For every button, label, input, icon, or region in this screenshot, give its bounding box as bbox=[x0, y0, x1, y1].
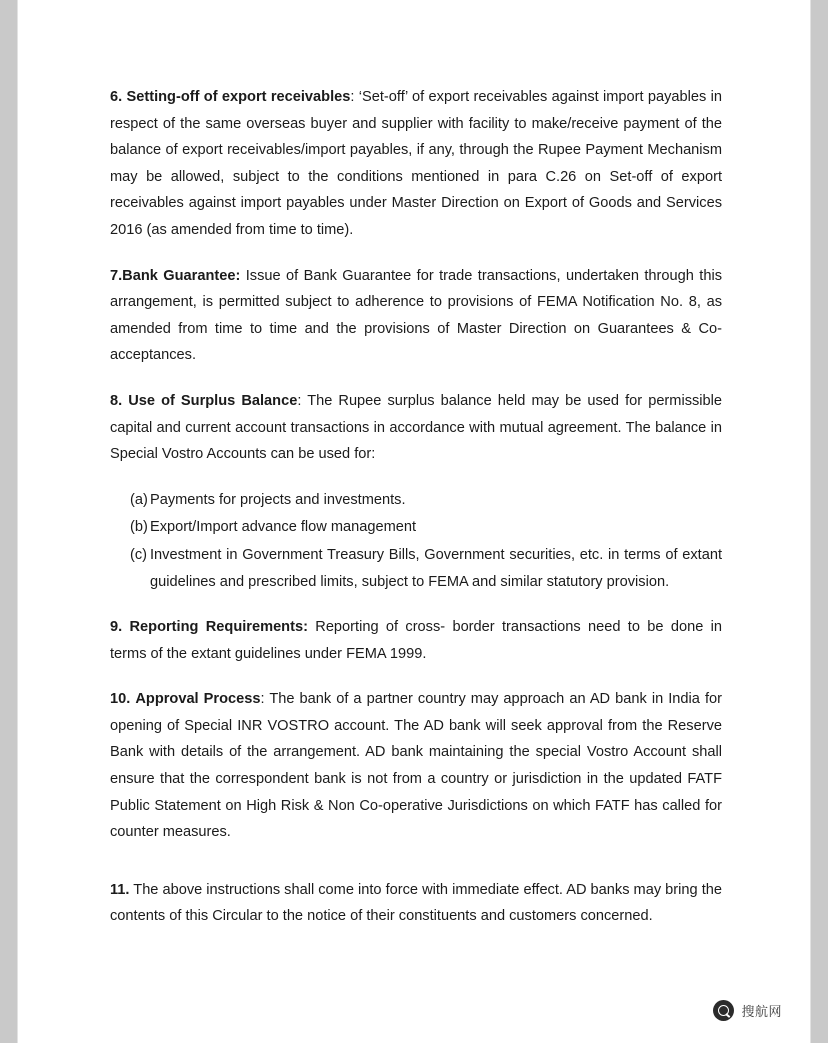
list-item bbox=[110, 542, 722, 595]
paragraph-7-heading: Bank Guarantee: bbox=[122, 267, 241, 284]
paragraph-9-heading: Reporting Requirements: bbox=[129, 619, 308, 636]
list-item bbox=[110, 514, 722, 541]
watermark bbox=[713, 1000, 782, 1021]
paragraph-6-number: 6. bbox=[110, 89, 123, 105]
paragraph-8-text: The Rupee surplus balance held may be used for permissible capital and current account transactions in accordance with mutual agreement. The balance in Special Vostro Accounts can be used for: bbox=[110, 392, 723, 463]
paragraph-9-text: Reporting of cross- border transactions need to be done in terms of the extant guidelines under FEMA 1999. bbox=[110, 619, 723, 662]
paragraph-spacer bbox=[110, 865, 722, 877]
list-item-text: Payments for projects and investments. bbox=[150, 491, 406, 508]
paragraph-10 bbox=[110, 686, 722, 846]
list-item-text: Investment in Government Treasury Bills, Government securities, etc. in terms of extant guidelines and prescribed limits, subject to FEMA and similar statutory provision. bbox=[150, 546, 722, 590]
paragraph-8-separator: : bbox=[297, 392, 308, 409]
list-item-marker: (c) bbox=[130, 546, 148, 563]
paragraph-10-number: 10. bbox=[110, 691, 131, 708]
paragraph-6-text: ‘Set-off’ of export receivables against import payables in respect of the same overseas buyer and supplier with facility to make/receive payment of the balance of export receivables/import payables, if any, through the Rupee Payment Mechanism may be allowed, subject to the conditions mentioned in para C.26 on Set-off of export receivables against import payables under Master Direction on Export of Goods and Services 2016 (as amended from time to time). bbox=[110, 89, 723, 238]
paragraph-8-number: 8. bbox=[110, 392, 123, 409]
paragraph-8 bbox=[110, 388, 722, 468]
paragraph-7-text: Issue of Bank Guarantee for trade transactions, undertaken through this arrangement, is permitted subject to adherence to provisions of FEMA Notification No. 8, as amended from time to time and the provisions of Master Direction on Guarantees & Co-acceptances. bbox=[110, 267, 722, 364]
list-item-marker: (b) bbox=[130, 519, 148, 536]
document-page bbox=[18, 0, 810, 1043]
paragraph-9-number: 9. bbox=[110, 619, 123, 636]
paragraph-8-heading: Use of Surplus Balance bbox=[128, 392, 298, 409]
paragraph-10-heading: Approval Process bbox=[135, 691, 261, 708]
paragraph-10-text: The bank of a partner country may approach an AD bank in India for opening of Special INR VOSTRO account. The AD bank will seek approval from the Reserve Bank with details of the arrangement. AD bank maintaining the special Vostro Account shall ensure that the correspondent bank is not from a country or jurisdiction in the updated FATF Public Statement on High Risk & Non Co-operative Jurisdictions on which FATF has called for counter measures. bbox=[110, 691, 722, 841]
sub-list bbox=[110, 487, 722, 595]
paragraph-7 bbox=[110, 263, 722, 369]
paragraph-11-number: 11. bbox=[110, 881, 130, 898]
paragraph-7-number: 7. bbox=[110, 267, 123, 284]
paragraph-10-separator: : bbox=[260, 691, 270, 708]
document-body bbox=[110, 84, 722, 930]
watermark-label: 搜航网 bbox=[741, 1005, 782, 1020]
list-item-marker: (a) bbox=[130, 491, 148, 508]
magnifier-circle-icon bbox=[713, 1000, 734, 1021]
paragraph-6-separator: : bbox=[350, 89, 359, 105]
paragraph-11-text: The above instructions shall come into force with immediate effect. AD banks may bring the contents of this Circular to the notice of their constituents and customers concerned. bbox=[110, 881, 722, 925]
list-item-text: Export/Import advance flow management bbox=[150, 519, 417, 536]
paragraph-6 bbox=[110, 84, 722, 244]
paragraph-9 bbox=[110, 614, 722, 667]
paragraph-11 bbox=[110, 877, 722, 930]
list-item bbox=[110, 487, 722, 514]
paragraph-6-heading: Setting-off of export receivables bbox=[126, 89, 351, 105]
